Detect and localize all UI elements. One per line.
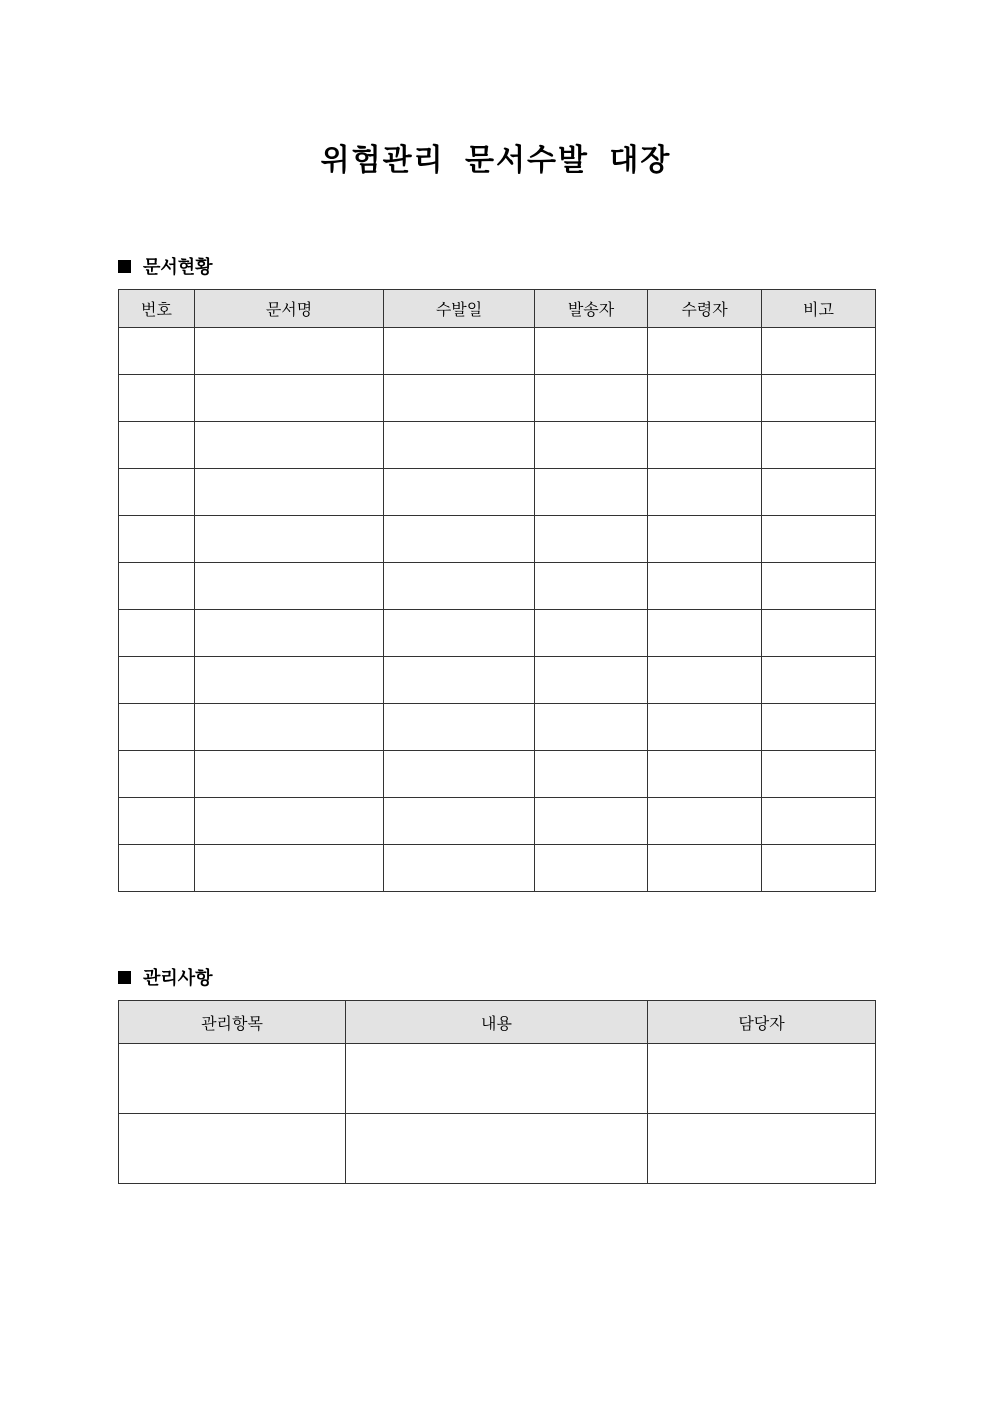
table-cell[interactable] [762, 563, 876, 610]
table-cell[interactable] [762, 845, 876, 892]
table-cell[interactable] [648, 422, 762, 469]
table-cell[interactable] [648, 469, 762, 516]
table-cell[interactable] [195, 516, 384, 563]
column-header-receiver: 수령자 [648, 290, 762, 328]
table-cell[interactable] [195, 657, 384, 704]
table-cell[interactable] [119, 328, 195, 375]
table-cell[interactable] [535, 422, 648, 469]
table-cell[interactable] [119, 563, 195, 610]
table-cell[interactable] [648, 516, 762, 563]
table-cell[interactable] [762, 422, 876, 469]
table-cell[interactable] [648, 375, 762, 422]
table-cell[interactable] [119, 798, 195, 845]
table-cell[interactable] [384, 657, 535, 704]
table-cell[interactable] [384, 328, 535, 375]
section-heading-management [118, 964, 213, 990]
table-cell[interactable] [535, 375, 648, 422]
table-cell[interactable] [535, 563, 648, 610]
table-row [119, 845, 876, 892]
column-header-number: 번호 [119, 290, 195, 328]
column-header-date: 수발일 [384, 290, 535, 328]
column-header-management-item: 관리항목 [119, 1001, 346, 1044]
table-cell[interactable] [195, 328, 384, 375]
column-header-document-name: 문서명 [195, 290, 384, 328]
table-cell[interactable] [384, 704, 535, 751]
table-cell[interactable] [648, 798, 762, 845]
table-cell[interactable] [195, 375, 384, 422]
table-cell[interactable] [384, 516, 535, 563]
document-status-table-body [119, 328, 876, 892]
table-cell[interactable] [648, 610, 762, 657]
table-cell[interactable] [119, 751, 195, 798]
table-cell[interactable] [119, 516, 195, 563]
table-row [119, 610, 876, 657]
table-cell[interactable] [384, 375, 535, 422]
section-heading-label: 관리사항 [143, 968, 213, 989]
table-cell[interactable] [195, 751, 384, 798]
table-cell[interactable] [762, 610, 876, 657]
table-row [119, 798, 876, 845]
column-header-remarks: 비고 [762, 290, 876, 328]
table-row [119, 422, 876, 469]
column-header-person-in-charge: 담당자 [648, 1001, 876, 1044]
table-cell[interactable] [384, 751, 535, 798]
table-cell[interactable] [384, 798, 535, 845]
table-cell[interactable] [346, 1044, 648, 1114]
management-table [118, 1000, 876, 1184]
table-cell[interactable] [119, 422, 195, 469]
table-cell[interactable] [119, 469, 195, 516]
table-cell[interactable] [119, 657, 195, 704]
table-cell[interactable] [535, 328, 648, 375]
document-status-table [118, 289, 876, 892]
table-cell[interactable] [648, 1044, 876, 1114]
table-cell[interactable] [195, 469, 384, 516]
page-title: 위험관리 문서수발 대장 [320, 143, 672, 178]
table-cell[interactable] [384, 845, 535, 892]
table-cell[interactable] [119, 845, 195, 892]
table-cell[interactable] [762, 657, 876, 704]
table-cell[interactable] [384, 469, 535, 516]
table-row [119, 751, 876, 798]
table-cell[interactable] [648, 328, 762, 375]
table-cell[interactable] [119, 375, 195, 422]
table-header-row [119, 1001, 876, 1044]
table-cell[interactable] [535, 704, 648, 751]
management-table-body [119, 1044, 876, 1184]
table-cell[interactable] [535, 751, 648, 798]
table-cell[interactable] [535, 469, 648, 516]
table-cell[interactable] [119, 1044, 346, 1114]
table-cell[interactable] [648, 704, 762, 751]
table-cell[interactable] [384, 422, 535, 469]
table-cell[interactable] [648, 845, 762, 892]
table-row [119, 657, 876, 704]
table-cell[interactable] [384, 563, 535, 610]
table-cell[interactable] [648, 563, 762, 610]
table-row [119, 563, 876, 610]
table-cell[interactable] [195, 845, 384, 892]
table-cell[interactable] [119, 704, 195, 751]
table-cell[interactable] [119, 610, 195, 657]
table-cell[interactable] [195, 704, 384, 751]
table-cell[interactable] [346, 1114, 648, 1184]
table-header-row [119, 290, 876, 328]
table-cell[interactable] [762, 798, 876, 845]
table-cell[interactable] [535, 845, 648, 892]
table-cell[interactable] [762, 469, 876, 516]
table-cell[interactable] [648, 751, 762, 798]
table-cell[interactable] [762, 704, 876, 751]
table-row [119, 375, 876, 422]
table-cell[interactable] [762, 516, 876, 563]
table-row [119, 328, 876, 375]
column-header-content: 내용 [346, 1001, 648, 1044]
table-row [119, 469, 876, 516]
table-cell[interactable] [648, 1114, 876, 1184]
table-row [119, 1114, 876, 1184]
table-cell[interactable] [762, 375, 876, 422]
table-cell[interactable] [648, 657, 762, 704]
table-cell[interactable] [195, 422, 384, 469]
section-heading-label: 문서현황 [143, 257, 213, 278]
table-cell[interactable] [535, 610, 648, 657]
table-cell[interactable] [384, 610, 535, 657]
square-bullet-icon [118, 971, 131, 984]
table-cell[interactable] [762, 328, 876, 375]
section-heading-document-status [118, 253, 213, 279]
table-cell[interactable] [195, 798, 384, 845]
column-header-sender: 발송자 [535, 290, 648, 328]
table-cell[interactable] [535, 798, 648, 845]
table-cell[interactable] [195, 610, 384, 657]
table-row [119, 516, 876, 563]
table-cell[interactable] [119, 1114, 346, 1184]
table-cell[interactable] [535, 657, 648, 704]
table-cell[interactable] [195, 563, 384, 610]
square-bullet-icon [118, 260, 131, 273]
table-row [119, 704, 876, 751]
table-cell[interactable] [762, 751, 876, 798]
table-cell[interactable] [535, 516, 648, 563]
table-row [119, 1044, 876, 1114]
